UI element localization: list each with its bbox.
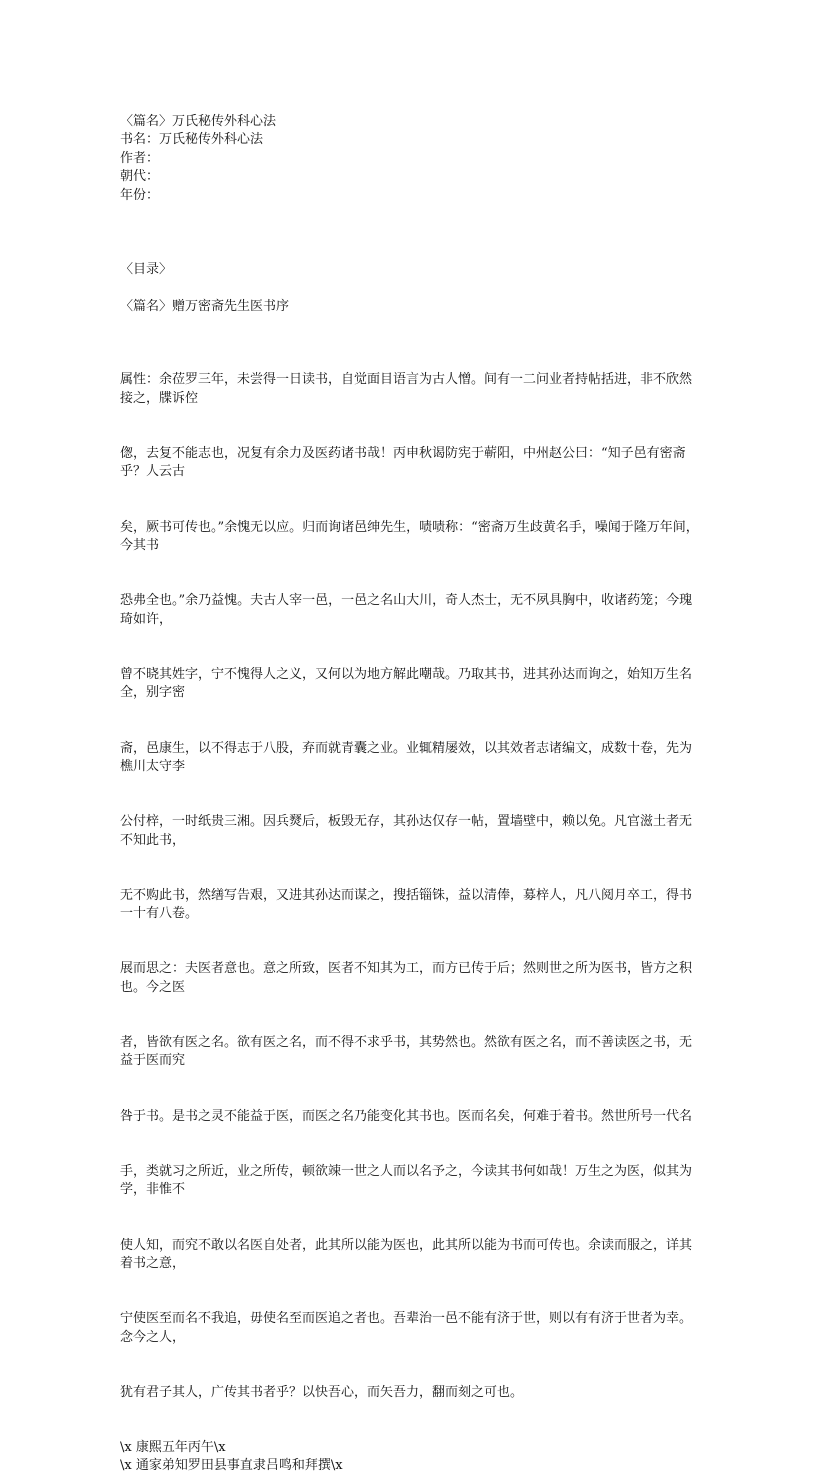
- toc-label: 〈目录〉: [120, 262, 173, 278]
- header-year-line: 年份：: [120, 187, 160, 203]
- preface-body: [120, 335, 700, 1439]
- document-page: [120, 113, 700, 1476]
- preface-line: 展而思之：夫医者意也。意之所致，医者不知其为工，而方已传于后；然则世之所为医书，皆方之积也。今之医: [120, 961, 693, 995]
- header-title-line: 〈篇名〉万氏秘传外科心法: [120, 114, 277, 129]
- preface-line: 者，皆欲有医之名。欲有医之名，而不得不求乎书，其势然也。然欲有医之名，而不善读医之书，无益于医而究: [120, 1035, 693, 1069]
- header-author-line: 作者：: [120, 150, 160, 166]
- spacer: [120, 279, 700, 297]
- preface-line: 宁使医至而名不我追，毋使名至而医追之者也。吾辈治一邑不能有济于世，则以有有济于世者为幸。念今之人，: [120, 1311, 693, 1345]
- header-book-line: 书名：万氏秘传外科心法: [120, 132, 264, 148]
- preface-line: 曾不晓其姓字，宁不愧得人之义，又何以为地方解此嘲哉。乃取其书，进其孙达而询之，始知万生名全，别字密: [120, 666, 693, 701]
- preface-title-line: 〈篇名〉赠万密斋先生医书序: [120, 298, 290, 314]
- preface-line: 属性：余莅罗三年，未尝得一日读书，自觉面目语言为古人憎。间有一二问业者持帖括进，非不欣然接之，牒诉倥: [120, 372, 693, 406]
- preface-line: 恐弗全也。”余乃益愧。夫古人宰一邑，一邑之名山大川，奇人杰士，无不夙具胸中，收诸药笼；今瑰琦如许，: [120, 593, 693, 627]
- preface-line: 无不购此书，然缮写告艰，又进其孙达而谋之，搜括锱铢，益以清俸，募梓人，凡八阅月卒工，得书一十有八卷。: [120, 887, 693, 922]
- preface-line: 矣，厥书可传也。”余愧无以应。归而询诸邑绅先生，啧啧称：“密斋万生歧黄名手，噪闻于隆万年间，今其书: [120, 519, 699, 554]
- preface-line: 使人知，而究不敢以名医自处者，此其所以能为医也，此其所以能为书而可传也。余读而服之，详其着书之意，: [120, 1237, 693, 1271]
- preface-date-line: \x 康熙五年丙午\x: [120, 1440, 226, 1455]
- header-dynasty-line: 朝代：: [120, 169, 160, 185]
- preface-line: 公付梓，一时纸贵三湘。因兵燹后，板毁无存，其孙达仅存一帖，置墙壁中，赖以免。凡官滋土者无不知此书，: [120, 814, 693, 848]
- preface-line: 手，类就习之所近，业之所传，顿欲竦一世之人而以名予之，今读其书何如哉！万生之为医，似其为学，非惟不: [120, 1163, 693, 1198]
- preface-signature-line: \x 通家弟知罗田县事直隶吕鸣和拜撰\x: [120, 1458, 343, 1474]
- preface-line: 咎于书。是书之灵不能益于医，而医之名乃能变化其书也。医而名矣，何难于着书。然世所号一代名: [120, 1108, 693, 1124]
- preface-line: 犹有君子其人，广传其书者乎？以快吾心，而矢吾力，翻而刻之可也。: [120, 1384, 524, 1400]
- spacer: [120, 316, 700, 334]
- preface-line: 偬，去复不能志也，况复有余力及医药诸书哉！丙申秋谒防宪于蕲阳，中州赵公曰：“知子邑有密斋乎？人云古: [120, 446, 686, 480]
- preface-line: 斋，邑康生，以不得志于八股，弃而就青囊之业。业辄精屡效，以其效者志诸编文，成数十卷，先为樵川太守李: [120, 740, 693, 774]
- spacer: [120, 205, 700, 261]
